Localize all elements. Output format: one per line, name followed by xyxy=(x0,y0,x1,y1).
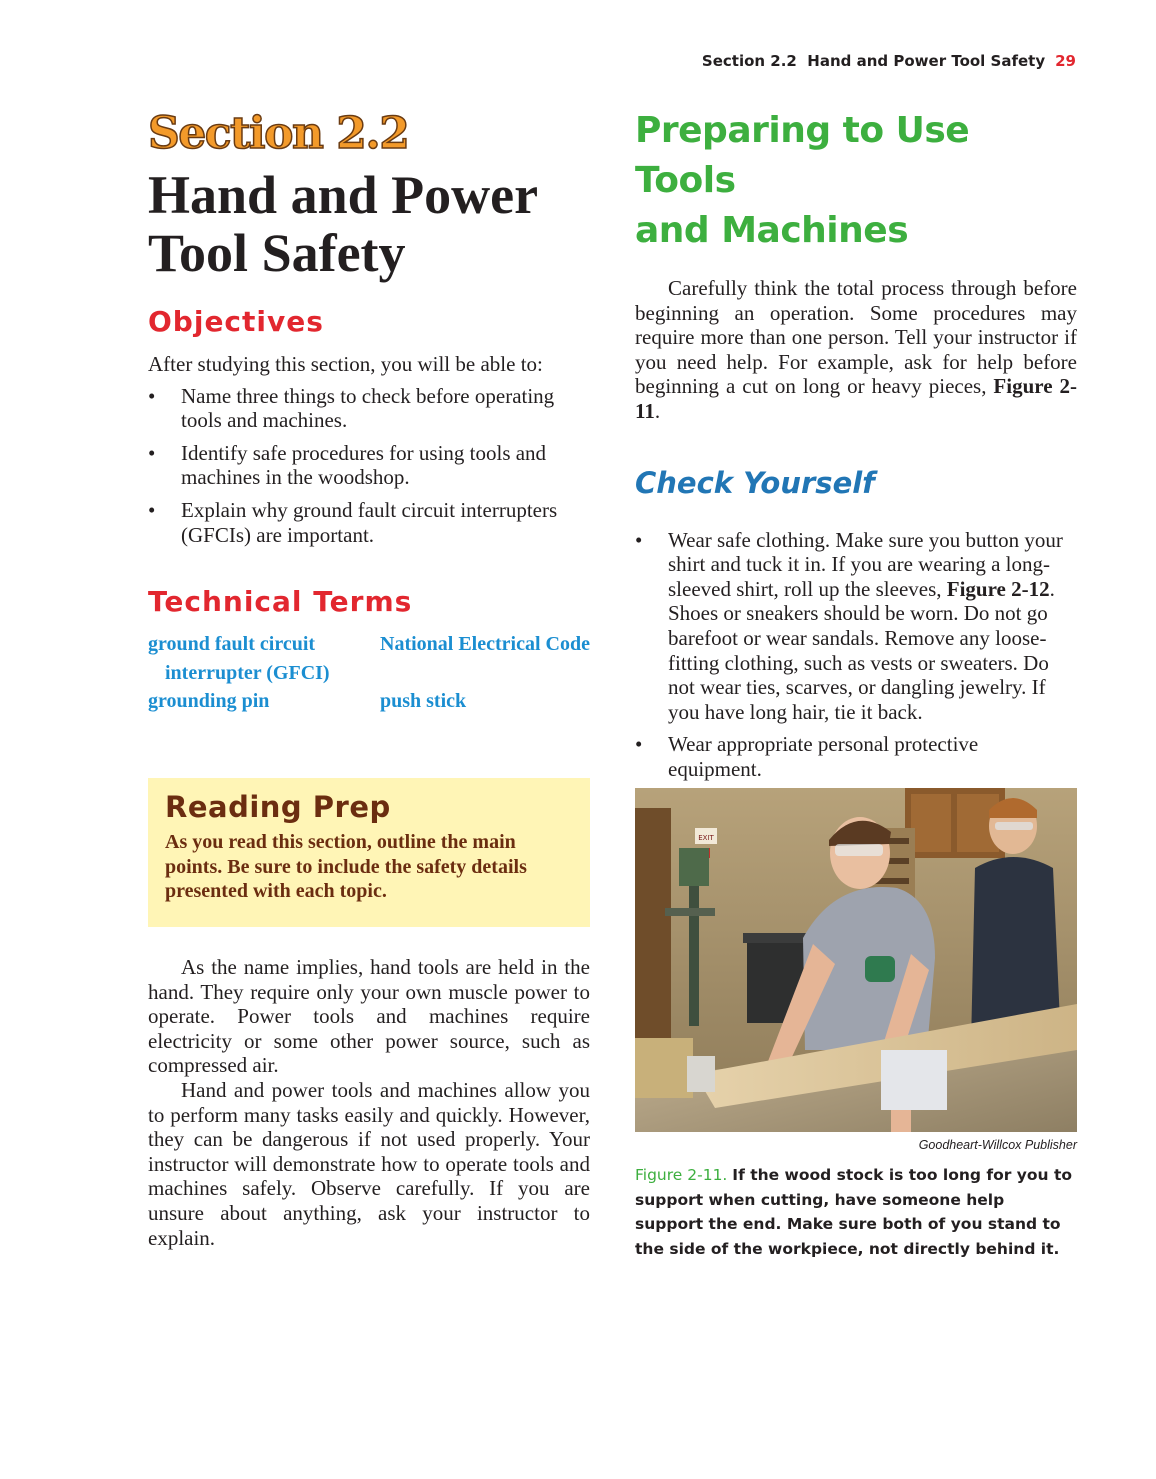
term-push-stick: push stick xyxy=(380,690,467,713)
term-grounding-pin: grounding pin xyxy=(148,690,270,713)
term-nec: National Electrical Code xyxy=(380,633,590,656)
bullet: • xyxy=(635,527,643,552)
body-paragraph-2: Hand and power tools and machines allow you to perform many tasks easily and quickly. However, they can be dangerous if not used properly. Your instructor will demonstrate how to operate tools and machines safely. Observe carefully. If you are unsure about anything, ask your instructor to explain. xyxy=(148,1077,590,1250)
section-title-line-2: Tool Safety xyxy=(148,223,406,283)
section-title-line-1: Hand and Power xyxy=(148,165,539,225)
reading-prep-text: As you read this section, outline the main points. Be sure to include the safety details presented with each topic. xyxy=(165,831,527,902)
figure-reference: Figure 2-11 xyxy=(635,374,1077,423)
objective-item: • Explain why ground fault circuit interrupters (GFCIs) are important. xyxy=(148,497,558,547)
objectives-heading: Objectives xyxy=(148,305,324,338)
woodshop-photo xyxy=(635,788,1077,1132)
technical-terms-heading: Technical Terms xyxy=(148,585,413,619)
bullet: • xyxy=(635,732,643,757)
check-yourself-list xyxy=(635,528,1077,782)
check-item: • Wear safe clothing. Make sure you button your shirt and tuck it in. If you are wearing a long-sleeved shirt, roll up the sleeves, Figure 2-12. Shoes or sneakers should be worn. Do not go barefoot or wear sandals. Remove any loose-fitting clothing, such as vests or sweaters. Do not wear ties, scarves, or dangling jewelry. If you have long hair, tie it back. xyxy=(635,527,1063,724)
technical-terms-grid xyxy=(148,630,590,716)
section-title xyxy=(148,166,590,282)
left-column xyxy=(148,106,590,716)
right-column xyxy=(635,106,1077,782)
preparing-paragraph: Carefully think the total process through before beginning an operation. Some procedures may require more than one person. Tell your instructor if you need help. For example, ask for help before beginning a cut on long or heavy pieces, Figure 2-11. xyxy=(635,276,1077,423)
exit-sign-text: EXIT xyxy=(698,834,714,842)
reading-prep-heading: Reading Prep xyxy=(165,790,391,824)
bullet: • xyxy=(148,440,156,465)
preparing-heading-line-1: Preparing to Use Tools xyxy=(635,110,970,201)
objective-item: • Identify safe procedures for using tools and machines in the woodshop. xyxy=(148,440,547,490)
objectives-list xyxy=(148,384,590,548)
term-gfci: ground fault circuit interrupter (GFCI) xyxy=(148,633,330,684)
preparing-heading-line-2: and Machines xyxy=(635,210,909,251)
running-title: Section 2.2 Hand and Power Tool Safety xyxy=(701,52,1046,70)
objectives-intro: After studying this section, you will be able to: xyxy=(148,352,543,376)
left-body xyxy=(148,955,590,1250)
page-number: 29 xyxy=(1055,52,1076,70)
body-paragraph-1: As the name implies, hand tools are held in the hand. They require only your own muscle power to operate. Power tools and machines require electricity or some other power source, such as compressed air. xyxy=(148,955,590,1078)
figure-reference: Figure 2-12 xyxy=(946,576,1050,601)
objective-item: • Name three things to check before operating tools and machines. xyxy=(148,383,555,433)
caption-text: If the wood stock is too long for you to support when cutting, have someone help support the end. Make sure both of you stand to the side of the workpiece, not directly behind it. xyxy=(635,1166,1073,1258)
reading-prep-box xyxy=(148,778,590,927)
check-item: • Wear appropriate personal protective equipment. xyxy=(635,732,979,781)
figure-photo xyxy=(635,788,1077,1132)
running-header xyxy=(702,52,1076,70)
figure-caption xyxy=(635,1163,1077,1261)
preparing-heading xyxy=(635,106,1077,256)
caption-label: Figure 2-11. xyxy=(635,1166,728,1184)
section-number: Section 2.2 xyxy=(148,108,409,159)
bullet: • xyxy=(148,383,156,408)
photo-credit: Goodheart-Willcox Publisher xyxy=(918,1138,1077,1152)
check-yourself-heading: Check Yourself xyxy=(635,465,875,500)
bullet: • xyxy=(148,497,156,522)
